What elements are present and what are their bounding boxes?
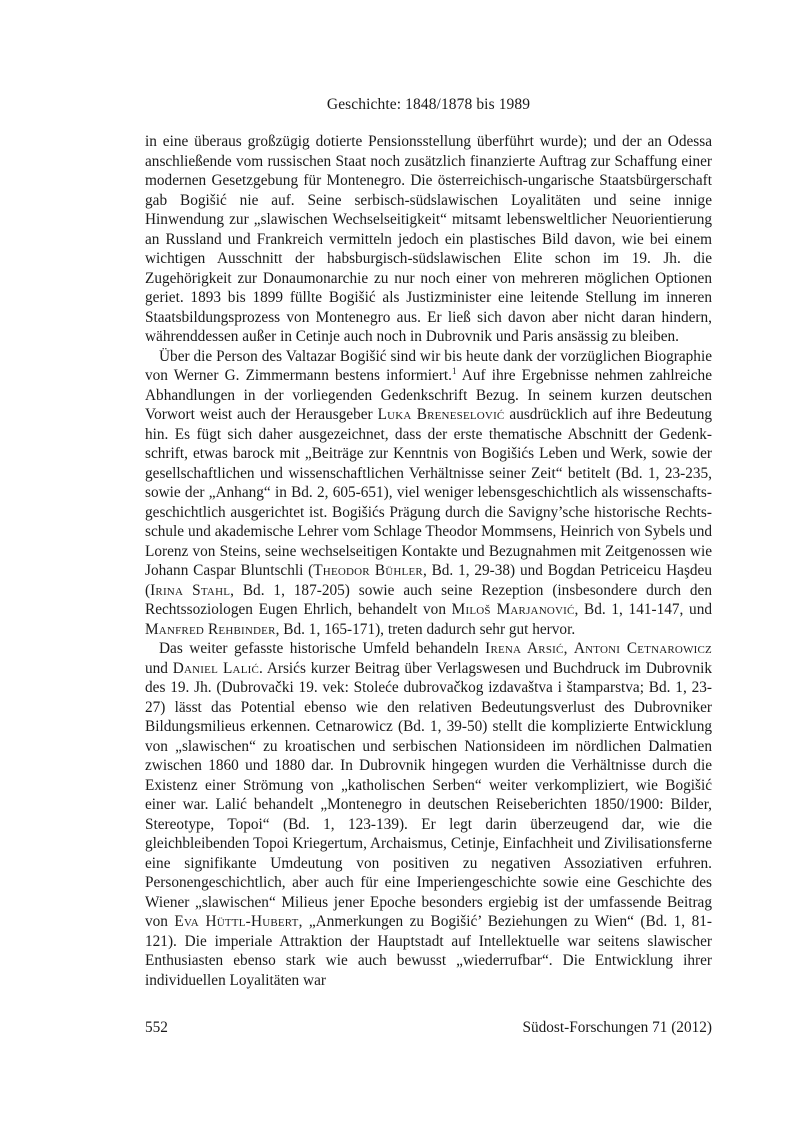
paragraph — [145, 347, 712, 640]
author-name: Irina Stahl — [150, 581, 231, 599]
body-text — [145, 132, 712, 990]
paragraph — [145, 132, 712, 347]
page-number: 552 — [145, 1019, 168, 1036]
author-name: Theodor Bühler — [313, 562, 423, 579]
text-segment: , Bd. 1, 187-205) sowie auch seine Rezeption (insbesondere durch den Rechtssoziologen Eugen Ehrlich, behandelt von — [145, 581, 712, 618]
text-segment: und — [145, 659, 173, 677]
text-segment: Auf ihre Ergebnisse nehmen zahlreiche Abhandlungen in der vorliegenden Gedenkschrift Bezug. In seinem kurzen deutschen Vorwort weist auch der Herausgeber — [145, 367, 712, 423]
text-segment: , „Anmerkungen zu Bogišić’ Beziehungen zu Wien“ (Bd. 1, 81-121). Die imperiale Attraktion der Hauptstadt auf Intellektuelle war seitens slawischer Enthusiasten ebenso stark wie auch bewusst „wiederrufbar“. Die Entwicklung ihrer individuellen Loyalitäten war — [145, 913, 712, 989]
paragraph — [145, 639, 712, 990]
text-segment: , Bd. 1, 29-38) und Bogdan Petriceicu Haşdeu ( — [145, 562, 712, 599]
page-footer — [145, 1019, 712, 1037]
author-name: Miloš Marjanović — [451, 601, 575, 618]
author-name: Manfred Rehbinder — [145, 620, 276, 638]
author-name: Antoni Cetnarowicz — [573, 640, 712, 657]
text-segment: , — [563, 640, 574, 657]
author-name: Luka Breneselović — [377, 406, 505, 423]
running-head: Geschichte: 1848/1878 bis 1989 — [326, 96, 531, 113]
author-name: Irena Arsić — [485, 640, 564, 657]
footnote-marker: 1 — [451, 365, 457, 376]
text-segment: in eine überaus großzügig dotierte Pensionsstellung überführt wurde); und der an Odessa anschließende vom russischen Staat noch zusätzlich finanzierte Auftrag zur Schaffung einer modernen Gesetzgebung für Montenegro. Die österreichisch-ungarische Staatsbürgerschaft gab Bogišić nie auf. Seine serbisch-südslawischen Loyalitäten und seine innige Hinwendung zur „slawischen Wechselseitigkeit“ mitsamt lebensweltlicher Neuorientierung an Russland und Frankreich vermitteln jedoch ein plastisches Bild davon, wie bei einem wichtigen Ausschnitt der habsburgisch-südslawischen Elite schon im 19. Jh. die Zugehörigkeit zur Donaumonarchie zu nur noch einer von mehreren möglichen Optionen geriet. 1893 bis 1899 füllte Bogišić als Justizminister eine leitende Stellung im inneren Staatsbildungsprozess von Montenegro aus. Er ließ sich davon aber nicht daran hindern, währenddessen außer in Cetinje auch noch in Dubrovnik und Paris ansässig zu bleiben. — [145, 133, 712, 345]
text-segment: . Arsićs kurzer Beitrag über Verlagswesen und Buchdruck im Dubrovnik des 19. Jh. (Dubrovački 19. vek: Stoleće dubrovačkog izdavaštva i štamparstva; Bd. 1, 23-27) lässt das Potential ebenso wie den relativen Bedeutungsverlust des Dubrovniker Bildungsmilieus erkennen. Cetnarowicz (Bd. 1, 39-50) stellt die komplizierte Entwicklung von „slawischen“ zu kroatischen und serbischen Nationsideen im nördlichen Dalmatien zwischen 1860 und 1880 dar. In Dubrovnik hingegen wurden die Verhältnisse durch die Existenz einer Strömung von „katholischen Serben“ weiter verkompliziert, wie Bogišić einer war. Lalić behandelt „Montenegro in deutschen Reiseberichten 1850/1900: Bilder, Stereotype, Topoi“ (Bd. 1, 123-139). Er legt darin überzeugend dar, wie die gleichbleibenden Topoi Kriegertum, Archaismus, Cetinje, Einfachheit und Zivilisationsferne eine signifikante Umdeutung von positiven zu negativen Assoziativen erfuhren. Personengeschichtlich, aber auch für eine Imperiengeschichte sowie eine Geschichte des Wiener „slawischen“ Milieus jener Epoche besonders ergiebig ist der umfassende Beitrag von — [145, 659, 712, 930]
journal-citation: Südost-Forschungen 71 (2012) — [522, 1019, 712, 1036]
text-segment: Das weiter gefasste historische Umfeld behandeln — [159, 640, 486, 657]
author-name: Eva Hüttl-Hubert — [174, 913, 299, 930]
text-segment: ausdrücklich auf ihre Bedeutung hin. Es fügt sich daher ausgezeichnet, dass der erste thematische Abschnitt der Gedenkschrift, etwas barock mit „Beiträge zur Kenntnis von Bogišićs Leben und Werk, sowie der gesellschaftlichen und wissenschaftlichen Verhältnisse seiner Zeit“ betitelt (Bd. 1, 23-235, sowie der „Anhang“ in Bd. 2, 605-651), viel weniger lebensgeschichtlich als wissenschaftsgeschichtlich ausgerichtet ist. Bogišićs Prägung durch die Savigny’sche historische Rechtsschule und akademische Lehrer vom Schlage Theodor Mommsens, Heinrich von Sybels und Lorenz von Steins, seine wechselseitigen Kontakte und Bezugnahmen mit Zeitgenossen wie Johann Caspar Bluntschli ( — [145, 406, 712, 579]
text-segment: Über die Person des Valtazar Bogišić sind wir bis heute dank der vorzüglichen Biographie von Werner G. Zimmermann bestens informiert. — [145, 347, 712, 384]
text-segment: , Bd. 1, 165-171), treten dadurch sehr gut hervor. — [275, 620, 576, 638]
author-name: Daniel Lalić — [172, 659, 260, 677]
text-segment: , Bd. 1, 141-147, und — [574, 601, 712, 618]
